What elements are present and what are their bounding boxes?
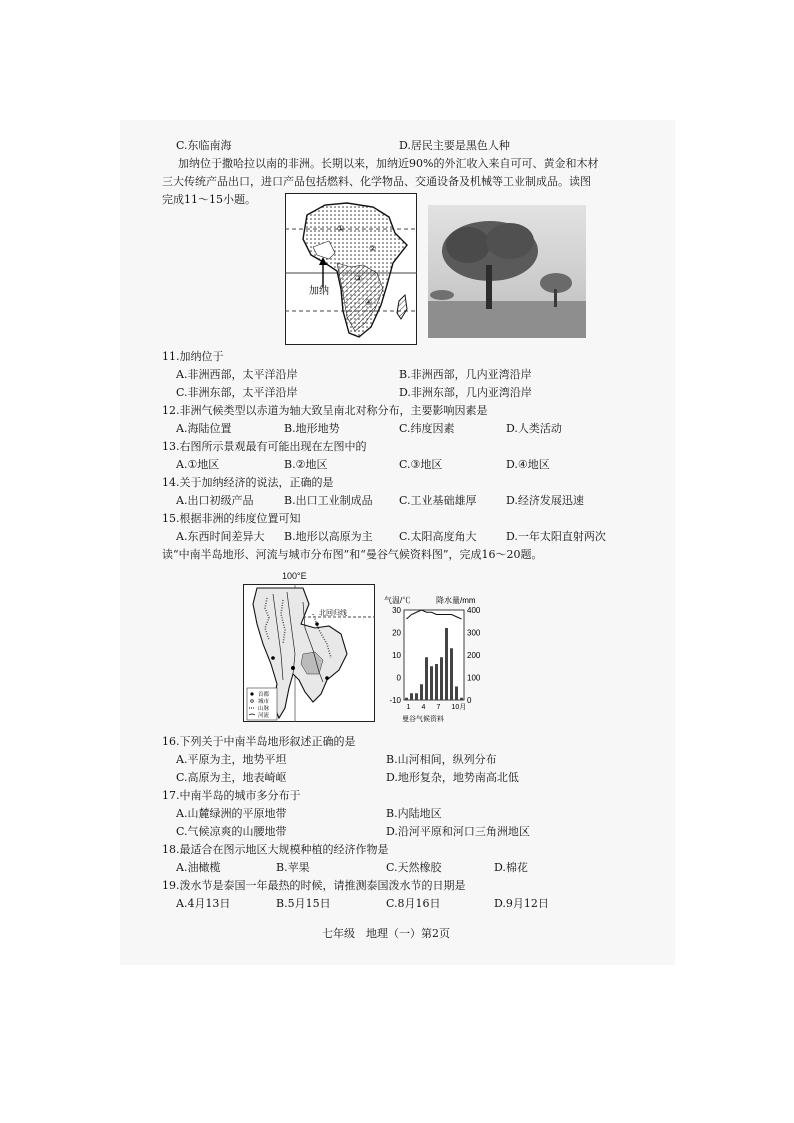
q18-d: D.棉花	[494, 861, 528, 874]
bangkok-climate-chart	[380, 593, 490, 723]
q17-a: A.山麓绿洲的平原地带	[176, 807, 287, 820]
month-tick-label: 4	[421, 704, 426, 711]
q15-a: A.东西时间差异大	[176, 530, 265, 543]
precip-tick-label: 0	[467, 696, 472, 705]
legend-river: 河流	[258, 713, 270, 719]
region-2-label: ②	[369, 244, 377, 253]
precip-tick-label: 100	[467, 673, 481, 683]
precip-bar	[455, 687, 458, 701]
q13-a: A.①地区	[176, 458, 220, 471]
q14-d: D.经济发展迅速	[506, 494, 584, 507]
q16-c: C.高原为主，地表崎岖	[176, 771, 287, 784]
q18-stem: 18.最适合在图示地区大规模种植的经济作物是	[162, 843, 389, 856]
q13-stem: 13.右图所示景观最有可能出现在左图中的	[162, 440, 367, 453]
q14-c: C.工业基础雄厚	[399, 494, 477, 507]
q12-a: A.海陆位置	[176, 422, 232, 435]
q18-b: B.苹果	[276, 861, 310, 874]
q12-d: D.人类活动	[506, 422, 562, 435]
intro-line-3: 完成11～15小题。	[162, 193, 256, 206]
temp-tick-label: 0	[396, 673, 401, 683]
q19-d: D.9月12日	[494, 897, 549, 910]
region-1-label: ①	[337, 224, 345, 233]
q15-c: C.太阳高度角大	[399, 530, 477, 543]
q18-c: C.天然橡胶	[386, 861, 442, 874]
month-tick-label: 7	[436, 704, 441, 711]
intro-16-20: 读“中南半岛地形、河流与城市分布图”和“曼谷气候资料图”，完成16～20题。	[162, 548, 543, 561]
option-c-prev: C.东临南海	[176, 139, 232, 152]
legend-capital: 首都	[258, 692, 270, 698]
q16-stem: 16.下列关于中南半岛地形叙述正确的是	[162, 735, 356, 748]
temp-tick-label: 20	[392, 628, 401, 638]
africa-map	[285, 193, 417, 345]
q16-d: D.地形复杂，地势南高北低	[386, 771, 519, 784]
precip-bar	[435, 664, 438, 700]
chart-title: 曼谷气候资料	[402, 716, 444, 723]
temp-tick-label: 10	[392, 651, 401, 660]
tropic-label: 北回归线	[319, 610, 347, 617]
q15-b: B.地形以高原为主	[284, 530, 373, 543]
q17-d: D.沿河平原和河口三角洲地区	[386, 825, 530, 838]
temp-tick-label: -10	[389, 696, 401, 705]
q11-c: C.非洲东部，太平洋沿岸	[176, 386, 298, 399]
q13-d: D.④地区	[506, 458, 550, 471]
q18-a: A.油橄榄	[176, 861, 221, 874]
q11-a: A.非洲西部，太平洋沿岸	[176, 368, 298, 381]
q12-c: C.纬度因素	[399, 422, 455, 435]
q14-b: B.出口工业制成品	[284, 494, 373, 507]
precip-bar	[445, 628, 448, 700]
precip-tick-label: 300	[467, 628, 481, 638]
month-tick-label: 1	[406, 704, 411, 711]
precip-bar	[420, 684, 423, 700]
q14-a: A.出口初级产品	[176, 494, 254, 507]
region-4-label: ④	[365, 298, 373, 307]
q14-stem: 14.关于加纳经济的说法，正确的是	[162, 476, 334, 489]
precip-bar	[450, 648, 453, 700]
precip-bar	[430, 666, 433, 700]
precip-axis-label: 降水量/mm	[436, 596, 476, 605]
precip-bar	[405, 698, 408, 700]
page-footer: 七年级 地理（一）第2页	[322, 927, 450, 940]
ghana-label: 加纳	[309, 286, 329, 297]
q19-b: B.5月15日	[276, 897, 331, 910]
legend-mountain: 山脉	[258, 706, 270, 712]
region-3-label: ③	[355, 274, 363, 283]
intro-line-2: 三大传统产品出口，进口产品包括燃料、化学物品、交通设备及机械等工业制成品。读图	[162, 175, 591, 188]
precip-tick-label: 400	[467, 606, 481, 615]
q19-c: C.8月16日	[386, 897, 441, 910]
savanna-photo	[428, 205, 586, 338]
q12-b: B.地形地势	[284, 422, 340, 435]
precip-bar	[460, 698, 463, 700]
q17-stem: 17.中南半岛的城市多分布于	[162, 789, 301, 802]
savanna-tree-image	[428, 205, 586, 338]
longitude-label: 100°E	[282, 571, 307, 581]
month-tick-label: 10月	[451, 704, 467, 711]
q17-c: C.气候凉爽的山腰地带	[176, 825, 287, 838]
q16-a: A.平原为主，地势平坦	[176, 753, 287, 766]
q11-b: B.非洲西部，几内亚湾沿岸	[399, 368, 532, 381]
precip-bar	[440, 657, 443, 700]
precip-bar	[415, 693, 418, 700]
q13-b: B.②地区	[284, 458, 328, 471]
temp-tick-label: 30	[392, 606, 401, 615]
q19-stem: 19.泼水节是泰国一年最热的时候，请推测泰国泼水节的日期是	[162, 879, 466, 892]
q16-b: B.山河相间，纵列分布	[386, 753, 497, 766]
legend-city: 城市	[258, 699, 270, 705]
temp-axis-label: 气温/℃	[384, 596, 411, 605]
q13-c: C.③地区	[399, 458, 443, 471]
q19-a: A.4月13日	[176, 897, 231, 910]
intro-line-1: 加纳位于撒哈拉以南的非洲。长期以来，加纳近90%的外汇收入来自可可、黄金和木材	[178, 157, 599, 170]
q17-b: B.内陆地区	[386, 807, 442, 820]
q11-d: D.非洲东部，几内亚湾沿岸	[399, 386, 532, 399]
q11-stem: 11.加纳位于	[162, 350, 224, 363]
q15-d: D.一年太阳直射两次	[506, 530, 606, 543]
option-d-prev: D.居民主要是黑色人种	[399, 139, 510, 152]
precip-bar	[410, 693, 413, 700]
q12-stem: 12.非洲气候类型以赤道为轴大致呈南北对称分布，主要影响因素是	[162, 404, 488, 417]
q15-stem: 15.根据非洲的纬度位置可知	[162, 512, 301, 525]
indochina-map	[243, 584, 375, 722]
precip-bar	[425, 657, 428, 700]
precip-tick-label: 200	[467, 651, 481, 660]
